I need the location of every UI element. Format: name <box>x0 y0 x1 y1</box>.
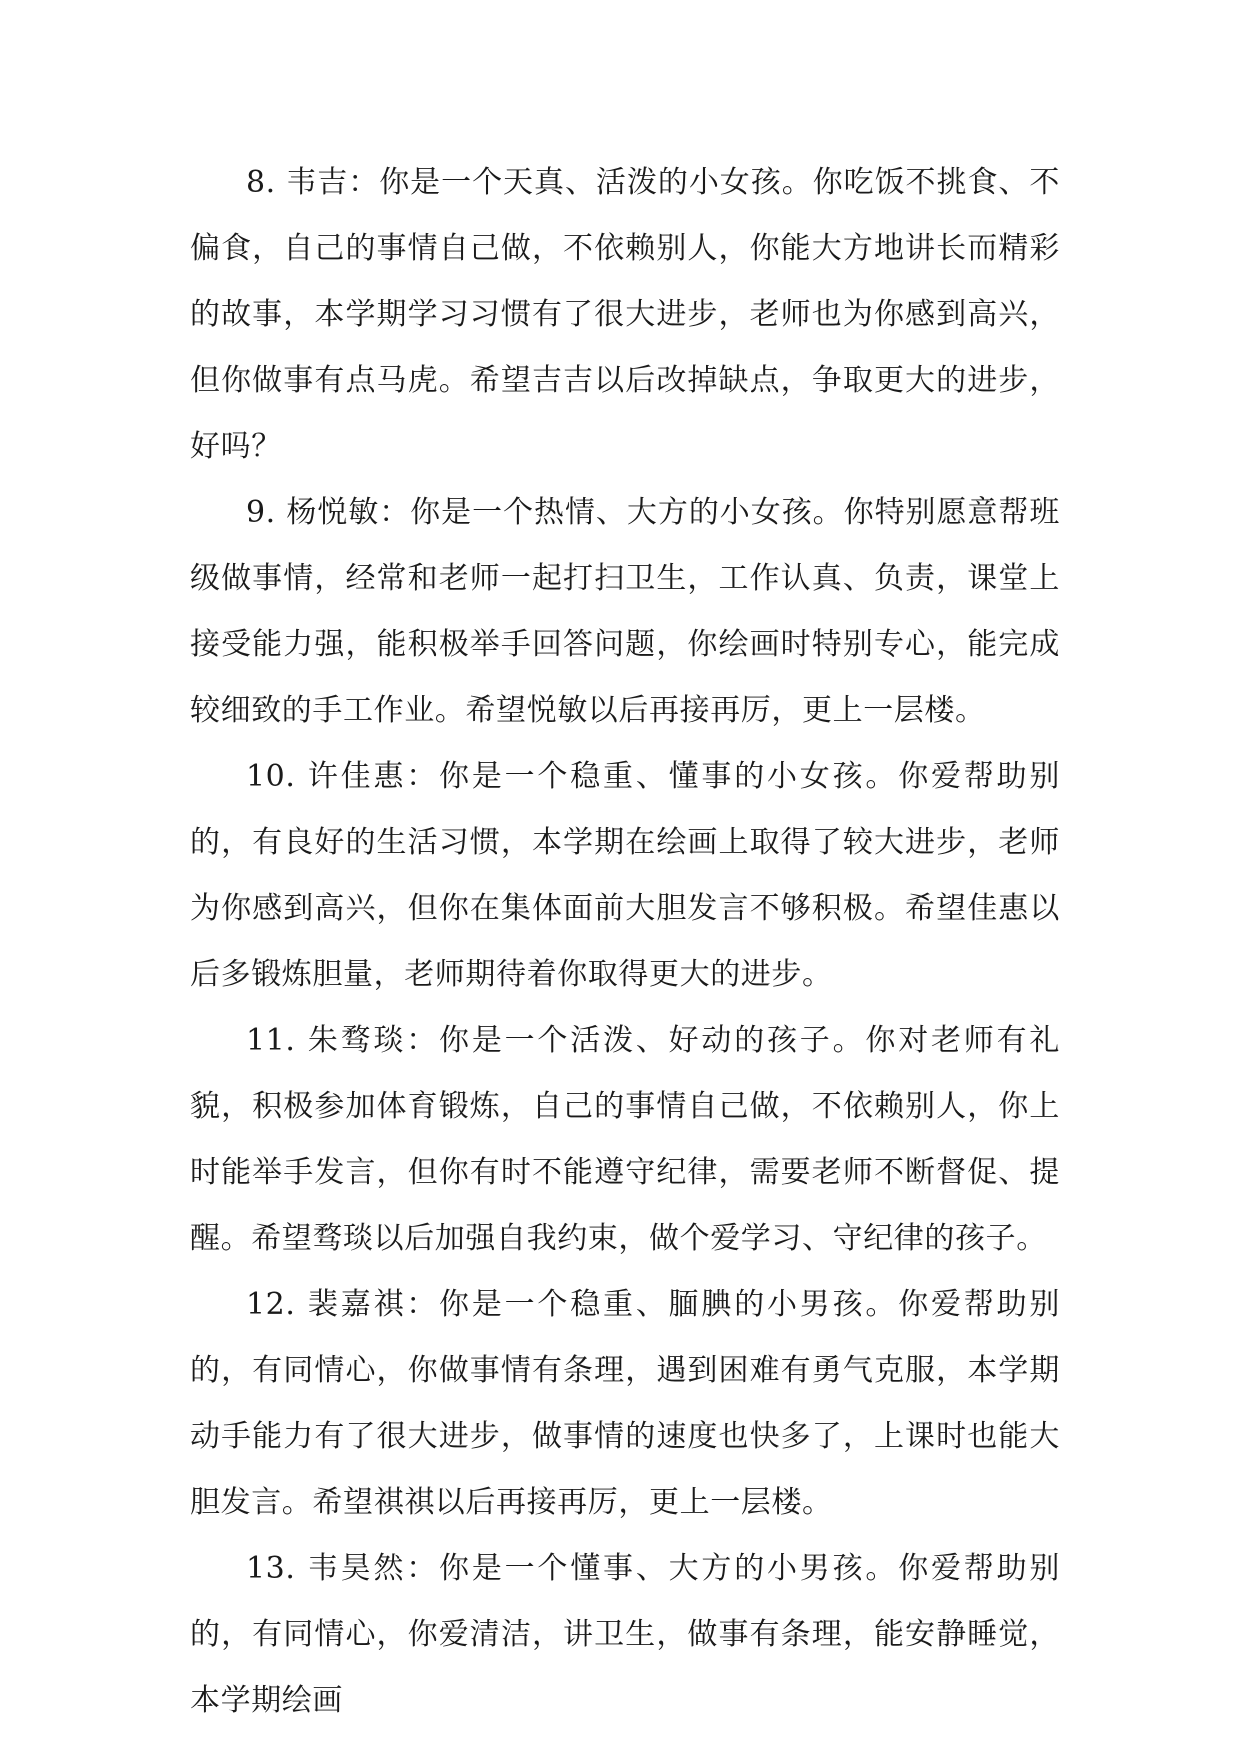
document-page <box>190 150 1060 1734</box>
paragraph-8: 8. 韦吉：你是一个天真、活泼的小女孩。你吃饭不挑食、不偏食，自己的事情自己做，不依赖别人，你能大方地讲长而精彩的故事，本学期学习习惯有了很大进步，老师也为你感到高兴，但你做事有点马虎。希望吉吉以后改掉缺点，争取更大的进步，好吗？ <box>190 165 1060 464</box>
paragraph-12: 12. 裴嘉祺：你是一个稳重、腼腆的小男孩。你爱帮助别的，有同情心，你做事情有条理，遇到困难有勇气克服，本学期动手能力有了很大进步，做事情的速度也快多了，上课时也能大胆发言。希望祺祺以后再接再厉，更上一层楼。 <box>190 1287 1060 1520</box>
paragraph-11: 11. 朱骛琰：你是一个活泼、好动的孩子。你对老师有礼貌，积极参加体育锻炼，自己的事情自己做，不依赖别人，你上时能举手发言，但你有时不能遵守纪律，需要老师不断督促、提醒。希望骛琰以后加强自我约束，做个爱学习、守纪律的孩子。 <box>190 1023 1060 1256</box>
paragraph-10: 10. 许佳惠：你是一个稳重、懂事的小女孩。你爱帮助别的，有良好的生活习惯，本学期在绘画上取得了较大进步，老师为你感到高兴，但你在集体面前大胆发言不够积极。希望佳惠以后多锻炼胆量，老师期待着你取得更大的进步。 <box>190 759 1060 992</box>
paragraph-9: 9. 杨悦敏：你是一个热情、大方的小女孩。你特别愿意帮班级做事情，经常和老师一起打扫卫生，工作认真、负责，课堂上接受能力强，能积极举手回答问题，你绘画时特别专心，能完成较细致的手工作业。希望悦敏以后再接再厉，更上一层楼。 <box>190 495 1060 728</box>
paragraph-13: 13. 韦昊然：你是一个懂事、大方的小男孩。你爱帮助别的，有同情心，你爱清洁，讲卫生，做事有条理，能安静睡觉，本学期绘画 <box>190 1551 1060 1718</box>
